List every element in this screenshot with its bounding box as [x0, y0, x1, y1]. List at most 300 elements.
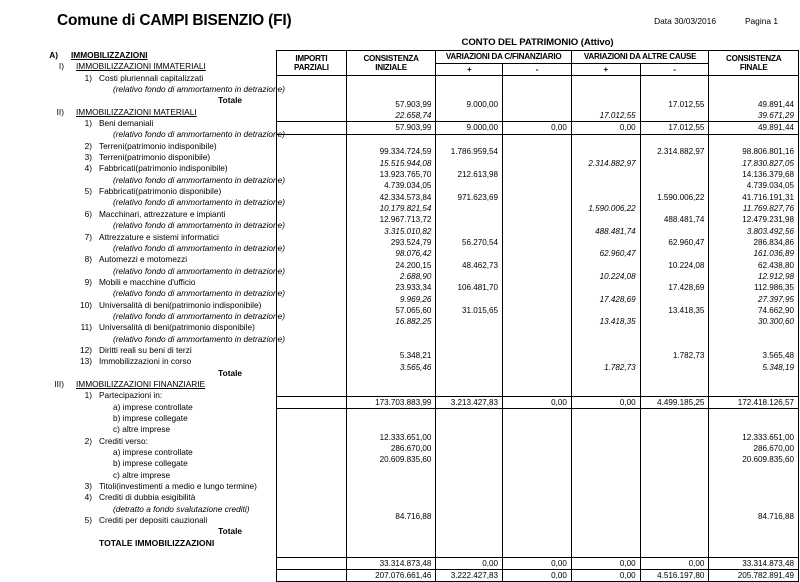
cell-finanziario-plus [436, 158, 503, 169]
cell-altre-minus: 1.590.006,22 [640, 192, 709, 203]
line-item-number: 10) [80, 299, 92, 310]
cell-altre-minus [640, 420, 709, 431]
section-label: IMMOBILIZZAZIONI FINANZIARIE [76, 378, 206, 389]
line-item [0, 356, 276, 367]
line-item-label: Mobili e macchine d'ufficio [99, 276, 196, 287]
cell-altre-minus [640, 511, 709, 522]
cell-altre-plus [571, 350, 640, 361]
cell-importi-parziali [277, 545, 347, 557]
cell-consistenza-iniziale: 24.200,15 [346, 260, 436, 271]
cell-consistenza-iniziale: 33.314.873,48 [346, 557, 436, 569]
cell-altre-plus [571, 169, 640, 180]
cell-finanziario-plus: 0,00 [436, 557, 503, 569]
table-row [277, 99, 799, 110]
cell-consistenza-finale [709, 76, 799, 88]
line-item-label: Titoli(investimenti a medio e lungo termine) [99, 481, 257, 492]
cell-finanziario-minus [503, 534, 572, 545]
cell-consistenza-finale: 286.670,00 [709, 443, 799, 454]
line-item-number: 4) [84, 163, 92, 174]
cell-importi-parziali [277, 511, 347, 522]
table-row [277, 500, 799, 511]
cell-finanziario-plus [436, 87, 503, 98]
cell-importi-parziali [277, 409, 347, 421]
line-item-label: Macchinari, attrezzature e impianti [99, 208, 226, 219]
cell-importi-parziali [277, 362, 347, 373]
line-item-number: 12) [80, 344, 92, 355]
cell-finanziario-minus [503, 373, 572, 384]
cell-consistenza-finale: 161.036,89 [709, 248, 799, 259]
line-subitem [0, 424, 276, 435]
cell-consistenza-finale: 11.769.827,76 [709, 203, 799, 214]
cell-altre-minus [640, 454, 709, 465]
cell-consistenza-finale: 98.806.801,16 [709, 146, 799, 157]
cell-finanziario-minus [503, 409, 572, 421]
cell-consistenza-finale: 172.418.126,57 [709, 396, 799, 408]
cell-consistenza-finale: 112.986,35 [709, 282, 799, 293]
cell-consistenza-finale: 27.397,95 [709, 294, 799, 305]
cell-consistenza-iniziale: 84.716,88 [346, 511, 436, 522]
cell-importi-parziali [277, 432, 347, 443]
cell-finanziario-minus [503, 305, 572, 316]
cell-altre-plus [571, 454, 640, 465]
cell-importi-parziali [277, 122, 347, 134]
cell-finanziario-minus [503, 260, 572, 271]
line-item-label: Automezzi e motomezzi [99, 254, 188, 265]
cell-importi-parziali [277, 203, 347, 214]
line-item [0, 73, 276, 84]
table-title: CONTO DEL PATRIMONIO (Attivo) [461, 37, 614, 48]
line-item-label: Universalità di beni(patrimonio disponibile) [99, 322, 255, 333]
cell-consistenza-iniziale: 3.565,46 [346, 362, 436, 373]
cell-finanziario-plus [436, 248, 503, 259]
cell-consistenza-iniziale [346, 409, 436, 421]
cell-altre-minus [640, 523, 709, 534]
line-item-label: Universalità di beni(patrimonio indisponibile) [99, 299, 262, 310]
line-item [0, 277, 276, 288]
amortization-note [0, 84, 286, 95]
cell-finanziario-minus [503, 545, 572, 557]
cell-consistenza-finale: 20.609.835,60 [709, 454, 799, 465]
amortization-note [0, 129, 286, 140]
line-item-number: 6) [84, 208, 92, 219]
cell-finanziario-plus: 31.015,65 [436, 305, 503, 316]
cell-consistenza-iniziale: 13.923.765,70 [346, 169, 436, 180]
cell-importi-parziali [277, 260, 347, 271]
cell-altre-plus: 0,00 [571, 122, 640, 134]
cell-altre-plus: 1.590.006,22 [571, 203, 640, 214]
line-item [0, 232, 276, 243]
cell-altre-plus [571, 214, 640, 225]
table-row [277, 305, 799, 316]
table-row [277, 248, 799, 259]
cell-finanziario-plus [436, 180, 503, 191]
amortization-note-label: (relativo fondo di ammortamento in detrazione) [113, 265, 286, 276]
amortization-note [0, 310, 286, 322]
cell-consistenza-finale: 39.671,29 [709, 110, 799, 122]
table-row [277, 316, 799, 327]
cell-consistenza-finale: 84.716,88 [709, 511, 799, 522]
cell-finanziario-plus [436, 523, 503, 534]
cell-finanziario-minus [503, 271, 572, 282]
cell-importi-parziali [277, 169, 347, 180]
cell-consistenza-iniziale [346, 420, 436, 431]
cell-finanziario-plus: 3.213.427,83 [436, 396, 503, 408]
cell-altre-plus: 17.012,55 [571, 110, 640, 122]
cell-altre-plus [571, 180, 640, 191]
cell-consistenza-iniziale: 3.315.010,82 [346, 226, 436, 237]
cell-consistenza-iniziale [346, 373, 436, 384]
cell-consistenza-finale: 5.348,19 [709, 362, 799, 373]
cell-consistenza-finale: 33.314.873,48 [709, 557, 799, 569]
subtotal-label: Totale [218, 367, 242, 378]
line-item [0, 492, 276, 503]
table-row [277, 409, 799, 421]
amortization-note-label: (detratto a fondo svalutazione crediti) [113, 503, 250, 514]
cell-finanziario-minus [503, 203, 572, 214]
cell-finanziario-minus [503, 488, 572, 499]
cell-altre-minus [640, 87, 709, 98]
line-item-number: 5) [84, 515, 92, 526]
line-item-number: 1) [84, 118, 92, 129]
line-item [0, 254, 276, 265]
cell-altre-plus: 17.428,69 [571, 294, 640, 305]
section-number: I) [58, 61, 64, 72]
cell-importi-parziali [277, 569, 347, 581]
amortization-note-label: (relativo fondo di ammortamento in detrazione) [113, 174, 286, 185]
cell-finanziario-plus: 9.000,00 [436, 122, 503, 134]
cell-altre-plus: 0,00 [571, 569, 640, 581]
cell-altre-plus [571, 477, 640, 488]
table-row [277, 511, 799, 522]
cell-consistenza-finale [709, 488, 799, 499]
cell-importi-parziali [277, 420, 347, 431]
cell-consistenza-iniziale [346, 339, 436, 350]
cell-finanziario-plus [436, 466, 503, 477]
cell-altre-minus [640, 316, 709, 327]
cell-altre-minus [640, 180, 709, 191]
section-number: III) [54, 378, 64, 389]
cell-importi-parziali [277, 305, 347, 316]
amortization-note-label: (relativo fondo di ammortamento in detrazione) [113, 84, 286, 95]
subtotal-label: Totale [218, 95, 242, 106]
line-item-label: Terreni(patrimonio disponibile) [99, 152, 211, 163]
table-row [277, 384, 799, 396]
cell-altre-plus [571, 409, 640, 421]
cell-finanziario-minus [503, 294, 572, 305]
cell-finanziario-minus [503, 110, 572, 122]
cell-altre-plus [571, 87, 640, 98]
table-row [277, 420, 799, 431]
line-subitem [0, 402, 276, 413]
cell-consistenza-iniziale: 16.882,25 [346, 316, 436, 327]
cell-consistenza-iniziale: 5.348,21 [346, 350, 436, 361]
cell-altre-minus: 62.960,47 [640, 237, 709, 248]
amortization-note [0, 265, 286, 277]
cell-consistenza-iniziale: 57.065,60 [346, 305, 436, 316]
line-subitem-label: b) imprese collegate [113, 458, 188, 469]
cell-finanziario-plus [436, 76, 503, 88]
cell-altre-plus [571, 432, 640, 443]
cell-altre-plus [571, 373, 640, 384]
col-finanziario-plus: + [436, 63, 503, 76]
cell-finanziario-plus [436, 384, 503, 396]
cell-importi-parziali [277, 180, 347, 191]
cell-altre-plus [571, 99, 640, 110]
cell-altre-plus [571, 134, 640, 146]
line-item [0, 118, 276, 129]
cell-finanziario-minus [503, 146, 572, 157]
cell-importi-parziali [277, 500, 347, 511]
cell-consistenza-finale [709, 409, 799, 421]
cell-altre-minus: 488.481,74 [640, 214, 709, 225]
cell-consistenza-finale [709, 477, 799, 488]
cell-consistenza-iniziale [346, 328, 436, 339]
table-row [277, 282, 799, 293]
cell-finanziario-plus [436, 511, 503, 522]
cell-consistenza-iniziale: 22.658,74 [346, 110, 436, 122]
cell-finanziario-plus [436, 534, 503, 545]
cell-finanziario-minus [503, 362, 572, 373]
line-subitem [0, 458, 276, 469]
cell-consistenza-iniziale: 99.334.724,59 [346, 146, 436, 157]
cell-importi-parziali [277, 557, 347, 569]
cell-consistenza-iniziale: 23.933,34 [346, 282, 436, 293]
table-head [277, 51, 799, 76]
section-label: IMMOBILIZZAZIONI IMMATERIALI [76, 61, 206, 72]
cell-finanziario-minus [503, 248, 572, 259]
table-row [277, 557, 799, 569]
line-subitem [0, 470, 276, 481]
cell-finanziario-minus [503, 420, 572, 431]
table-row [277, 134, 799, 146]
cell-consistenza-iniziale: 4.739.034,05 [346, 180, 436, 191]
cell-consistenza-iniziale: 15.515.944,08 [346, 158, 436, 169]
entity-title: Comune di CAMPI BISENZIO (FI) [57, 12, 292, 29]
cell-finanziario-minus [503, 384, 572, 396]
cell-consistenza-iniziale: 286.670,00 [346, 443, 436, 454]
cell-altre-minus [640, 409, 709, 421]
document-header [0, 10, 800, 38]
cell-consistenza-iniziale [346, 384, 436, 396]
cell-finanziario-plus [436, 226, 503, 237]
cell-finanziario-plus [436, 339, 503, 350]
cell-consistenza-iniziale: 10.179.821,54 [346, 203, 436, 214]
cell-finanziario-plus: 9.000,00 [436, 99, 503, 110]
cell-finanziario-minus [503, 226, 572, 237]
line-item-number: 2) [84, 140, 92, 151]
cell-altre-minus: 4.499.185,25 [640, 396, 709, 408]
cell-altre-plus: 2.314.882,97 [571, 158, 640, 169]
cell-altre-minus [640, 534, 709, 545]
cell-finanziario-plus [436, 214, 503, 225]
cell-altre-minus: 1.782,73 [640, 350, 709, 361]
cell-altre-minus [640, 328, 709, 339]
cell-consistenza-finale [709, 339, 799, 350]
line-subitem-label: b) imprese collegate [113, 413, 188, 423]
cell-altre-plus: 13.418,35 [571, 316, 640, 327]
cell-finanziario-plus [436, 432, 503, 443]
cell-finanziario-minus [503, 87, 572, 98]
line-item-number: 8) [84, 254, 92, 265]
cell-consistenza-iniziale [346, 87, 436, 98]
cell-consistenza-finale: 3.803.492,56 [709, 226, 799, 237]
amortization-note [0, 220, 286, 231]
cell-finanziario-minus [503, 454, 572, 465]
line-item [0, 390, 276, 401]
section-label: IMMOBILIZZAZIONI MATERIALI [76, 106, 197, 117]
amortization-note [0, 242, 286, 254]
cell-finanziario-plus [436, 316, 503, 327]
cell-finanziario-plus [436, 110, 503, 122]
line-item-label: Crediti di dubbia esigibilità [99, 492, 196, 503]
cell-consistenza-iniziale [346, 545, 436, 557]
table-row [277, 226, 799, 237]
cell-finanziario-minus [503, 214, 572, 225]
cell-altre-minus [640, 545, 709, 557]
cell-consistenza-finale: 17.830.827,05 [709, 158, 799, 169]
cell-altre-minus [640, 362, 709, 373]
line-item-number: 3) [84, 152, 92, 163]
table-row [277, 466, 799, 477]
cell-finanziario-minus [503, 500, 572, 511]
cell-consistenza-finale: 12.479.231,98 [709, 214, 799, 225]
table-row [277, 237, 799, 248]
cell-consistenza-finale: 41.716.191,31 [709, 192, 799, 203]
col-importi-parziali-l1: IMPORTI [295, 53, 328, 63]
cell-finanziario-minus [503, 158, 572, 169]
cell-importi-parziali [277, 99, 347, 110]
cell-finanziario-plus [436, 545, 503, 557]
line-subitem [0, 447, 276, 458]
cell-consistenza-finale: 12.333.651,00 [709, 432, 799, 443]
cell-finanziario-minus [503, 76, 572, 88]
line-item-label: Beni demaniali [99, 118, 154, 129]
cell-finanziario-plus [436, 294, 503, 305]
cell-finanziario-plus: 212.613,98 [436, 169, 503, 180]
cell-consistenza-finale [709, 466, 799, 477]
line-item-number: 4) [84, 492, 92, 503]
cell-importi-parziali [277, 466, 347, 477]
cell-importi-parziali [277, 443, 347, 454]
cell-finanziario-plus [436, 271, 503, 282]
cell-altre-plus [571, 523, 640, 534]
cell-finanziario-plus [436, 477, 503, 488]
col-consistenza-finale-l2: FINALE [739, 63, 768, 73]
cell-consistenza-finale: 14.136.379,68 [709, 169, 799, 180]
cell-consistenza-finale [709, 523, 799, 534]
cell-importi-parziali [277, 237, 347, 248]
cell-altre-plus: 488.481,74 [571, 226, 640, 237]
cell-altre-minus [640, 294, 709, 305]
grand-total-label: TOTALE IMMOBILIZZAZIONI [99, 537, 215, 548]
cell-altre-minus [640, 158, 709, 169]
cell-finanziario-minus [503, 237, 572, 248]
line-item-label: Costi pluriennali capitalizzati [99, 72, 204, 83]
cell-importi-parziali [277, 214, 347, 225]
cell-altre-minus [640, 384, 709, 396]
line-item [0, 300, 276, 311]
cell-consistenza-iniziale [346, 488, 436, 499]
section-heading-a [0, 50, 276, 61]
section-number: A) [49, 50, 58, 60]
cell-altre-minus [640, 110, 709, 122]
cell-finanziario-minus [503, 328, 572, 339]
cell-consistenza-finale: 30.300,60 [709, 316, 799, 327]
line-item [0, 515, 276, 526]
cell-consistenza-iniziale [346, 76, 436, 88]
cell-finanziario-plus [436, 409, 503, 421]
line-item-label: Partecipazioni in: [99, 390, 163, 401]
cell-altre-minus [640, 203, 709, 214]
cell-altre-plus [571, 237, 640, 248]
cell-finanziario-plus [436, 373, 503, 384]
cell-importi-parziali [277, 396, 347, 408]
cell-consistenza-finale: 49.891,44 [709, 122, 799, 134]
cell-consistenza-iniziale: 293.524,79 [346, 237, 436, 248]
cell-finanziario-plus [436, 454, 503, 465]
cell-finanziario-plus [436, 350, 503, 361]
cell-finanziario-minus [503, 134, 572, 146]
table-row [277, 432, 799, 443]
section-heading [0, 379, 276, 390]
line-item-label: Attrezzature e sistemi informatici [99, 231, 219, 242]
cell-altre-minus [640, 339, 709, 350]
line-subitem-label: a) imprese controllate [113, 447, 193, 458]
cell-finanziario-minus [503, 466, 572, 477]
cell-altre-minus: 10.224,08 [640, 260, 709, 271]
col-finanziario-minus: - [503, 63, 572, 76]
cell-importi-parziali [277, 226, 347, 237]
table-row [277, 443, 799, 454]
cell-consistenza-iniziale: 2.688,90 [346, 271, 436, 282]
cell-consistenza-finale [709, 420, 799, 431]
col-altre-minus: - [640, 63, 709, 76]
line-item-label: Diritti reali su beni di terzi [99, 344, 192, 355]
cell-importi-parziali [277, 350, 347, 361]
cell-altre-plus: 62.960,47 [571, 248, 640, 259]
cell-finanziario-minus [503, 169, 572, 180]
cell-altre-plus [571, 76, 640, 88]
line-item-number: 7) [84, 231, 92, 242]
cell-altre-plus [571, 420, 640, 431]
table-row [277, 271, 799, 282]
table-body [277, 76, 799, 582]
cell-consistenza-iniziale: 57.903,99 [346, 99, 436, 110]
line-item-number: 9) [84, 276, 92, 287]
line-item-number: 3) [84, 481, 92, 492]
cell-altre-minus [640, 477, 709, 488]
cell-importi-parziali [277, 373, 347, 384]
cell-finanziario-plus: 3.222.427,83 [436, 569, 503, 581]
amortization-note-label: (relativo fondo di ammortamento in detrazione) [113, 242, 286, 253]
patrimonio-table [276, 50, 799, 582]
cell-consistenza-finale: 62.438,80 [709, 260, 799, 271]
cell-consistenza-iniziale [346, 477, 436, 488]
col-variazioni-finanziario: VARIAZIONI DA C/FINANZIARIO [436, 51, 571, 64]
cell-consistenza-finale: 205.782.891,49 [709, 569, 799, 581]
cell-importi-parziali [277, 454, 347, 465]
line-item [0, 322, 276, 333]
page-number: Pagina 1 [744, 16, 778, 26]
cell-altre-minus [640, 271, 709, 282]
cell-altre-plus [571, 511, 640, 522]
cell-finanziario-minus [503, 339, 572, 350]
cell-altre-plus [571, 384, 640, 396]
cell-consistenza-iniziale: 57.903,99 [346, 122, 436, 134]
line-item-label: Immobilizzazioni in corso [99, 356, 192, 367]
line-item-number: 5) [84, 186, 92, 197]
cell-finanziario-minus [503, 443, 572, 454]
